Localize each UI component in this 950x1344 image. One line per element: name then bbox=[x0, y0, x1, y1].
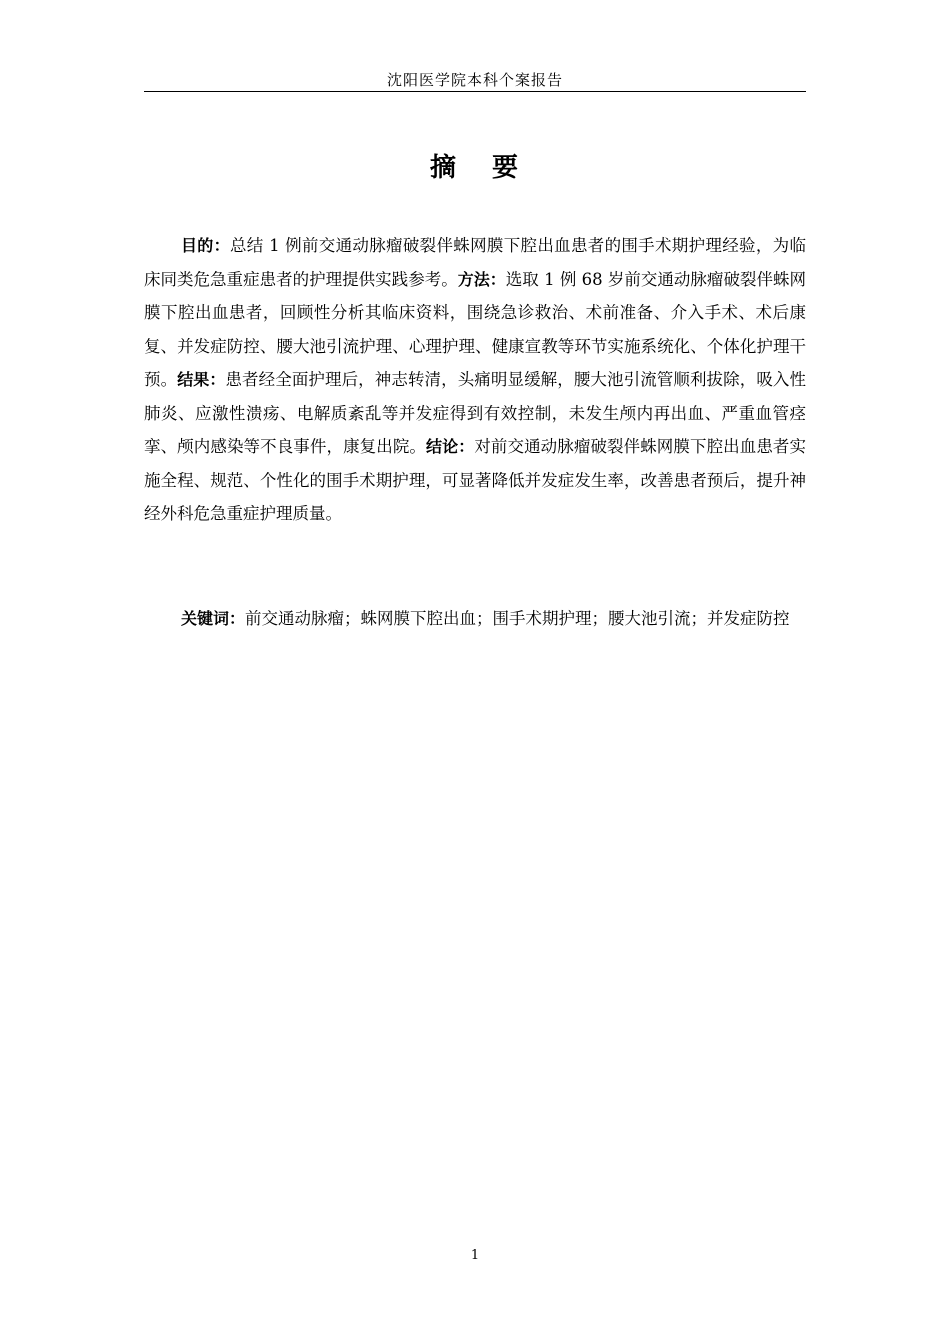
objective-text: 总结 1 例前交通动脉瘤破裂伴蛛网膜下腔出血患者的围手术期护理经验，为临床同类危急重症患者的护理提供实践参考。 bbox=[144, 236, 806, 289]
header-rule bbox=[144, 91, 806, 92]
method-label: 方法： bbox=[457, 269, 506, 289]
page-header: 沈阳医学院本科个案报告 bbox=[386, 71, 563, 89]
page-title bbox=[144, 150, 806, 186]
keywords-text: 前交通动脉瘤；蛛网膜下腔出血；围手术期护理；腰大池引流；并发症防控 bbox=[245, 609, 790, 628]
title-char-2: 要 bbox=[492, 153, 521, 183]
result-label: 结果： bbox=[177, 370, 226, 389]
conclusion-text: 对前交通动脉瘤破裂伴蛛网膜下腔出血患者实施全程、规范、个性化的围手术期护理，可显著降低并发症发生率，改善患者预后，提升神经外科危急重症护理质量。 bbox=[144, 437, 807, 523]
page-number: 1 bbox=[470, 1248, 480, 1263]
objective-label: 目的： bbox=[181, 236, 230, 255]
method-text: 选取 1 例 68 岁前交通动脉瘤破裂伴蛛网膜下腔出血患者，回顾性分析其临床资料，围绕急诊救治、术前准备、介入手术、术后康复、并发症防控、腰大池引流护理、心理护理、健康宣教等环节实施系统化、个体化护理干预。 bbox=[144, 269, 806, 389]
keywords-paragraph bbox=[144, 602, 806, 636]
keywords-label: 关键词： bbox=[181, 609, 246, 628]
title-char-1: 摘 bbox=[429, 153, 458, 183]
abstract-paragraph bbox=[144, 229, 806, 531]
result-text: 患者经全面护理后，神志转清，头痛明显缓解，腰大池引流管顺利拔除，吸入性肺炎、应激性溃疡、电解质紊乱等并发症得到有效控制，未发生颅内再出血、严重血管痉挛、颅内感染等不良事件，康复出院。 bbox=[144, 370, 807, 456]
conclusion-label: 结论： bbox=[426, 437, 475, 456]
